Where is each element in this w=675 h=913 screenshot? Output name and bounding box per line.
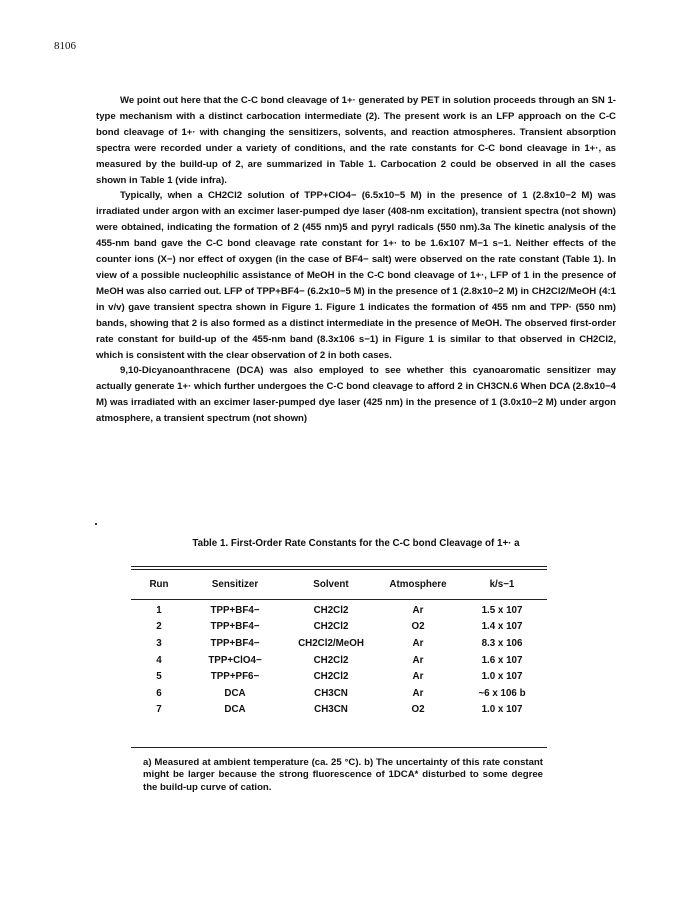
- table-top-rule-second: [131, 569, 547, 570]
- table-bottom-rule: [131, 747, 547, 748]
- cell-run: 3: [156, 637, 162, 649]
- cell-atmosphere: O2: [411, 704, 425, 716]
- table-row: [131, 702, 547, 719]
- article-body: [96, 93, 616, 427]
- paragraph-3: [96, 363, 616, 427]
- cell-run: 6: [156, 687, 162, 699]
- header-run: Run: [149, 578, 169, 590]
- cell-rate-constant: 1.5 x 107: [481, 604, 523, 616]
- table-header-row: [131, 572, 547, 596]
- table-row: [131, 602, 547, 619]
- cell-run: 4: [156, 654, 162, 666]
- table-row: [131, 652, 547, 669]
- cell-run: 2: [156, 621, 162, 633]
- page-number: 8106: [54, 40, 76, 52]
- paragraph-3-text: 9,10-Dicyanoanthracene (DCA) was also employed to see whether this cyanoaromatic sensitizer may actually generate 1+· which further undergoes the C-C bond cleavage to afford 2 in CH3CN.6 When DCA (2.8x10−4 M) was irradiated with an excimer laser-pumped dye laser (425 nm) in the presence of 1 (3.0x10−2 M) under argon atmosphere, a transient spectrum (not shown): [96, 365, 616, 425]
- stray-mark: [95, 523, 97, 525]
- cell-run: 1: [156, 604, 162, 616]
- cell-solvent: CH3CN: [314, 704, 348, 716]
- cell-run: 5: [156, 671, 162, 683]
- cell-run: 7: [156, 704, 162, 716]
- cell-solvent: CH2Cl2/MeOH: [298, 637, 364, 649]
- cell-solvent: CH2Cl2: [313, 621, 349, 633]
- cell-sensitizer: DCA: [224, 687, 246, 699]
- header-rate-constant: k/s−1: [489, 578, 515, 590]
- cell-sensitizer: TPP+BF4−: [210, 637, 260, 649]
- table-row: [131, 685, 547, 702]
- cell-rate-constant: 1.0 x 107: [481, 704, 523, 716]
- cell-solvent: CH2Cl2: [313, 654, 349, 666]
- paragraph-2: [96, 188, 616, 363]
- header-solvent: Solvent: [313, 578, 349, 590]
- cell-solvent: CH2Cl2: [313, 604, 349, 616]
- cell-rate-constant: 8.3 x 106: [481, 637, 523, 649]
- table-caption: Table 1. First-Order Rate Constants for the C-C bond Cleavage of 1+· a: [192, 538, 520, 549]
- header-atmosphere: Atmosphere: [389, 578, 447, 590]
- table-row: [131, 619, 547, 636]
- cell-solvent: CH3CN: [314, 687, 348, 699]
- table-footnote: a) Measured at ambient temperature (ca. 25 °C). b) The uncertainty of this rate constant might be larger because the strong fluorescence of 1DCA* disturbed to some degree the build-up curve of cation.: [143, 757, 543, 793]
- table-top-rule: [131, 566, 547, 567]
- cell-atmosphere: Ar: [412, 687, 424, 699]
- paragraph-1-text: We point out here that the C-C bond cleavage of 1+· generated by PET in solution proceeds through an SN 1-type mechanism with a distinct carbocation intermediate (2). The present work is an LFP approach on the C-C bond cleavage of 1+· with changing the sensitizers, solvents, and reaction atmospheres. Transient absorption spectra were recorded under a variety of conditions, and the rate constants for C-C bond cleavage in 1+·, as measured by the build-up of 2, are summarized in Table 1. Carbocation 2 could be observed in all the cases shown in Table 1 (vide infra).: [96, 95, 616, 186]
- cell-sensitizer: TPP+BF4−: [210, 604, 260, 616]
- cell-solvent: CH2Cl2: [313, 671, 349, 683]
- cell-atmosphere: Ar: [412, 604, 424, 616]
- paragraph-1: [96, 93, 616, 188]
- table-row: [131, 635, 547, 652]
- cell-atmosphere: Ar: [412, 637, 424, 649]
- rate-constant-table: [131, 572, 547, 718]
- table-row: [131, 668, 547, 685]
- cell-rate-constant: ~6 x 106 b: [478, 687, 526, 699]
- cell-sensitizer: TPP+BF4−: [210, 621, 260, 633]
- cell-atmosphere: Ar: [412, 654, 424, 666]
- header-sensitizer: Sensitizer: [211, 578, 259, 590]
- cell-atmosphere: O2: [411, 621, 425, 633]
- cell-rate-constant: 1.6 x 107: [481, 654, 523, 666]
- table-header-rule: [131, 599, 547, 600]
- cell-sensitizer: TPP+PF6−: [210, 671, 260, 683]
- cell-rate-constant: 1.0 x 107: [481, 671, 523, 683]
- paragraph-2-text: Typically, when a CH2Cl2 solution of TPP+ClO4− (6.5x10−5 M) in the presence of 1 (2.8x10−2 M) was irradiated under argon with an excimer laser-pumped dye laser (408-nm excitation), transient spectra (not shown) were obtained, indicating the formation of 2 (455 nm)5 and pyryl radicals (550 nm).3a The kinetic analysis of the 455-nm band gave the C-C bond cleavage rate constant for 1+· to be 1.6x107 M−1 s−1. Neither effects of the counter ions (X−) nor effect of oxygen (in the case of BF4− salt) were observed on the rate constant (Table 1). In view of a possible nucleophilic assistance of MeOH in the C-C bond cleavage of 1+·, LFP of 1 in the presence of MeOH was also carried out. LFP of TPP+BF4− (6.2x10−5 M) in the presence of 1 (2.8x10−2 M) in CH2Cl2/MeOH (4:1 in v/v) gave transient spectra shown in Figure 1. Figure 1 indicates the formation of 455 nm and TPP· (550 nm) bands, showing that 2 is also formed as a distinct intermediate in the presence of MeOH. The observed first-order rate constant for build-up of the 455-nm band (8.3x106 s−1) in Figure 1 is similar to that observed in CH2Cl2, which is consistent with the clear observation of 2 in both cases.: [96, 190, 616, 361]
- cell-atmosphere: Ar: [412, 671, 424, 683]
- cell-sensitizer: DCA: [224, 704, 246, 716]
- cell-sensitizer: TPP+ClO4−: [208, 654, 262, 666]
- cell-rate-constant: 1.4 x 107: [481, 621, 523, 633]
